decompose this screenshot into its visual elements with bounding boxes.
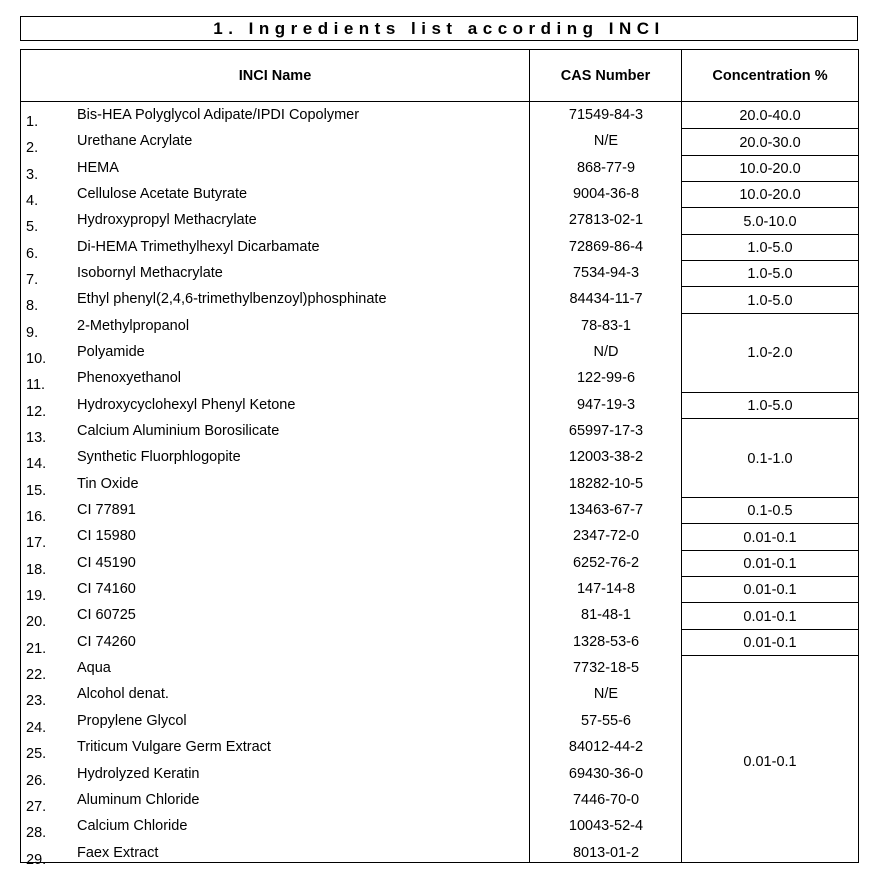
header-cas-number: CAS Number (560, 68, 651, 84)
row-number: 29. (26, 851, 47, 868)
cas-number: 947-19-3 (576, 396, 636, 413)
inci-name: Aluminum Chloride (77, 791, 200, 808)
inci-name: Hydroxypropyl Methacrylate (77, 212, 257, 229)
inci-name: Triticum Vulgare Germ Extract (77, 739, 271, 756)
cas-number: 78-83-1 (581, 317, 631, 334)
row-number: 11. (26, 377, 46, 394)
concentration-value: 1.0-2.0 (747, 345, 793, 362)
row-number: 24. (26, 719, 47, 736)
inci-name: Alcohol denat. (77, 686, 169, 703)
inci-name: Propylene Glycol (77, 712, 187, 729)
concentration-group-divider (682, 260, 858, 261)
concentration-value: 10.0-20.0 (739, 160, 801, 177)
header-inci-name: INCI Name (238, 68, 312, 84)
row-number: 22. (26, 667, 47, 684)
concentration-group-divider (682, 418, 858, 419)
table-row (21, 813, 858, 842)
cas-number: 57-55-6 (581, 712, 631, 729)
row-number: 9. (26, 324, 39, 341)
concentration-value: 0.01-0.1 (743, 753, 797, 770)
inci-name: 2-Methylpropanol (77, 317, 190, 334)
row-number: 17. (26, 535, 47, 552)
cas-number: N/D (593, 344, 619, 361)
row-number: 13. (26, 430, 47, 447)
row-number: 21. (26, 640, 47, 657)
row-number: 23. (26, 693, 47, 710)
inci-name: HEMA (77, 159, 119, 176)
table-row (21, 787, 858, 813)
cas-number: N/E (593, 133, 619, 150)
concentration-group-divider (682, 550, 858, 551)
row-number: 27. (26, 798, 47, 815)
inci-name: Phenoxyethanol (77, 370, 181, 387)
cas-number: 7534-94-3 (572, 265, 640, 282)
concentration-group-divider (682, 313, 858, 314)
inci-name: CI 74160 (77, 581, 136, 598)
cas-number: 69430-36-0 (568, 765, 644, 782)
row-number: 5. (26, 219, 39, 236)
concentration-group-divider (682, 392, 858, 393)
cas-number: 84434-11-7 (569, 291, 643, 308)
inci-name: Hydrolyzed Keratin (77, 765, 200, 782)
row-number: 2. (26, 140, 39, 157)
cas-number: 8013-01-2 (572, 844, 640, 861)
inci-name: CI 15980 (77, 528, 136, 545)
concentration-value: 10.0-20.0 (739, 187, 801, 204)
cas-number: 9004-36-8 (572, 186, 640, 203)
row-number: 3. (26, 166, 39, 183)
table-row (21, 365, 858, 394)
concentration-value: 0.01-0.1 (743, 582, 797, 599)
inci-name: CI 45190 (77, 554, 136, 571)
ingredients-table (20, 49, 859, 868)
concentration-group-divider (682, 234, 858, 235)
row-number: 1. (26, 114, 39, 130)
row-number: 20. (26, 614, 47, 631)
concentration-value: 1.0-5.0 (747, 397, 793, 414)
cas-number: 1328-53-6 (572, 633, 640, 650)
concentration-value: 0.01-0.1 (743, 608, 797, 625)
table-row (21, 840, 858, 866)
header-concentration: Concentration % (712, 68, 828, 84)
concentration-group-divider (682, 629, 858, 630)
row-number: 25. (26, 746, 47, 763)
table-row (21, 681, 858, 710)
cas-number: 10043-52-4 (568, 818, 644, 835)
cas-number: 6252-76-2 (572, 554, 640, 571)
concentration-value: 20.0-30.0 (739, 134, 801, 151)
row-number: 4. (26, 193, 39, 210)
inci-name: Synthetic Fluorphlogopite (77, 449, 241, 466)
inci-name: Di-HEMA Trimethylhexyl Dicarbamate (77, 238, 320, 255)
concentration-value: 0.01-0.1 (743, 529, 797, 546)
concentration-group-divider (682, 576, 858, 577)
inci-name: CI 60725 (77, 607, 136, 624)
cas-number: 18282-10-5 (568, 475, 644, 492)
inci-name: CI 77891 (77, 502, 136, 519)
concentration-value: 1.0-5.0 (747, 292, 793, 309)
row-number: 15. (26, 482, 47, 499)
cas-number: 7732-18-5 (572, 660, 640, 677)
concentration-value: 0.1-0.5 (747, 503, 793, 520)
cas-number: 7446-70-0 (572, 791, 640, 808)
inci-name: Bis-HEA Polyglycol Adipate/IPDI Copolymer (77, 107, 360, 123)
row-number: 12. (26, 403, 47, 420)
row-number: 18. (26, 561, 47, 578)
concentration-value: 1.0-5.0 (747, 266, 793, 283)
cas-number: 868-77-9 (576, 159, 636, 176)
cas-number: 81-48-1 (581, 607, 631, 624)
row-number: 10. (26, 351, 47, 368)
concentration-value: 1.0-5.0 (747, 239, 793, 256)
inci-name: Faex Extract (77, 844, 159, 861)
row-number: 7. (26, 272, 39, 289)
table-row (21, 708, 858, 734)
concentration-group-divider (682, 155, 858, 156)
cas-number: 12003-38-2 (568, 449, 644, 466)
inci-name: Hydroxycyclohexyl Phenyl Ketone (77, 396, 296, 413)
inci-name: Isobornyl Methacrylate (77, 265, 223, 282)
row-number: 8. (26, 298, 39, 315)
concentration-value: 5.0-10.0 (743, 213, 797, 230)
inci-name: CI 74260 (77, 633, 136, 650)
concentration-group-divider (682, 181, 858, 182)
cas-number: 27813-02-1 (568, 212, 644, 229)
row-number: 16. (26, 509, 47, 526)
concentration-group-divider (682, 497, 858, 498)
row-number: 28. (26, 825, 47, 842)
concentration-group-divider (682, 128, 858, 129)
inci-name: Cellulose Acetate Butyrate (77, 186, 248, 203)
cas-number: 71549-84-3 (568, 107, 644, 123)
inci-name: Calcium Chloride (77, 818, 188, 835)
concentration-group-divider (682, 207, 858, 208)
concentration-value: 0.1-1.0 (747, 450, 793, 467)
cas-number: 2347-72-0 (572, 528, 640, 545)
row-number: 26. (26, 772, 47, 789)
cas-number: 122-99-6 (576, 370, 636, 387)
inci-name: Aqua (77, 660, 111, 677)
table-row (21, 655, 858, 684)
concentration-value: 0.01-0.1 (743, 634, 797, 651)
inci-name: Polyamide (77, 344, 145, 361)
table-row (21, 418, 858, 447)
concentration-group-divider (682, 523, 858, 524)
concentration-group-divider (682, 286, 858, 287)
section-title: 1. Ingredients list according INCI (20, 16, 858, 41)
cas-number: 72869-86-4 (568, 238, 644, 255)
cas-number: N/E (593, 686, 619, 703)
cas-number: 147-14-8 (576, 581, 636, 598)
concentration-group-divider (682, 655, 858, 656)
cas-number: 13463-67-7 (568, 502, 644, 519)
row-number: 6. (26, 245, 39, 262)
table-row (21, 313, 858, 339)
concentration-value: 0.01-0.1 (743, 555, 797, 572)
row-number: 14. (26, 456, 47, 473)
inci-name: Calcium Aluminium Borosilicate (77, 423, 280, 440)
row-number: 19. (26, 588, 47, 605)
table-row (21, 471, 858, 497)
cas-number: 84012-44-2 (568, 739, 644, 756)
cas-number: 65997-17-3 (568, 423, 644, 440)
inci-name: Urethane Acrylate (77, 133, 193, 150)
inci-name: Tin Oxide (77, 475, 139, 492)
inci-name: Ethyl phenyl(2,4,6-trimethylbenzoyl)phosphinate (77, 291, 387, 308)
concentration-value: 20.0-40.0 (739, 108, 801, 125)
concentration-group-divider (682, 602, 858, 603)
